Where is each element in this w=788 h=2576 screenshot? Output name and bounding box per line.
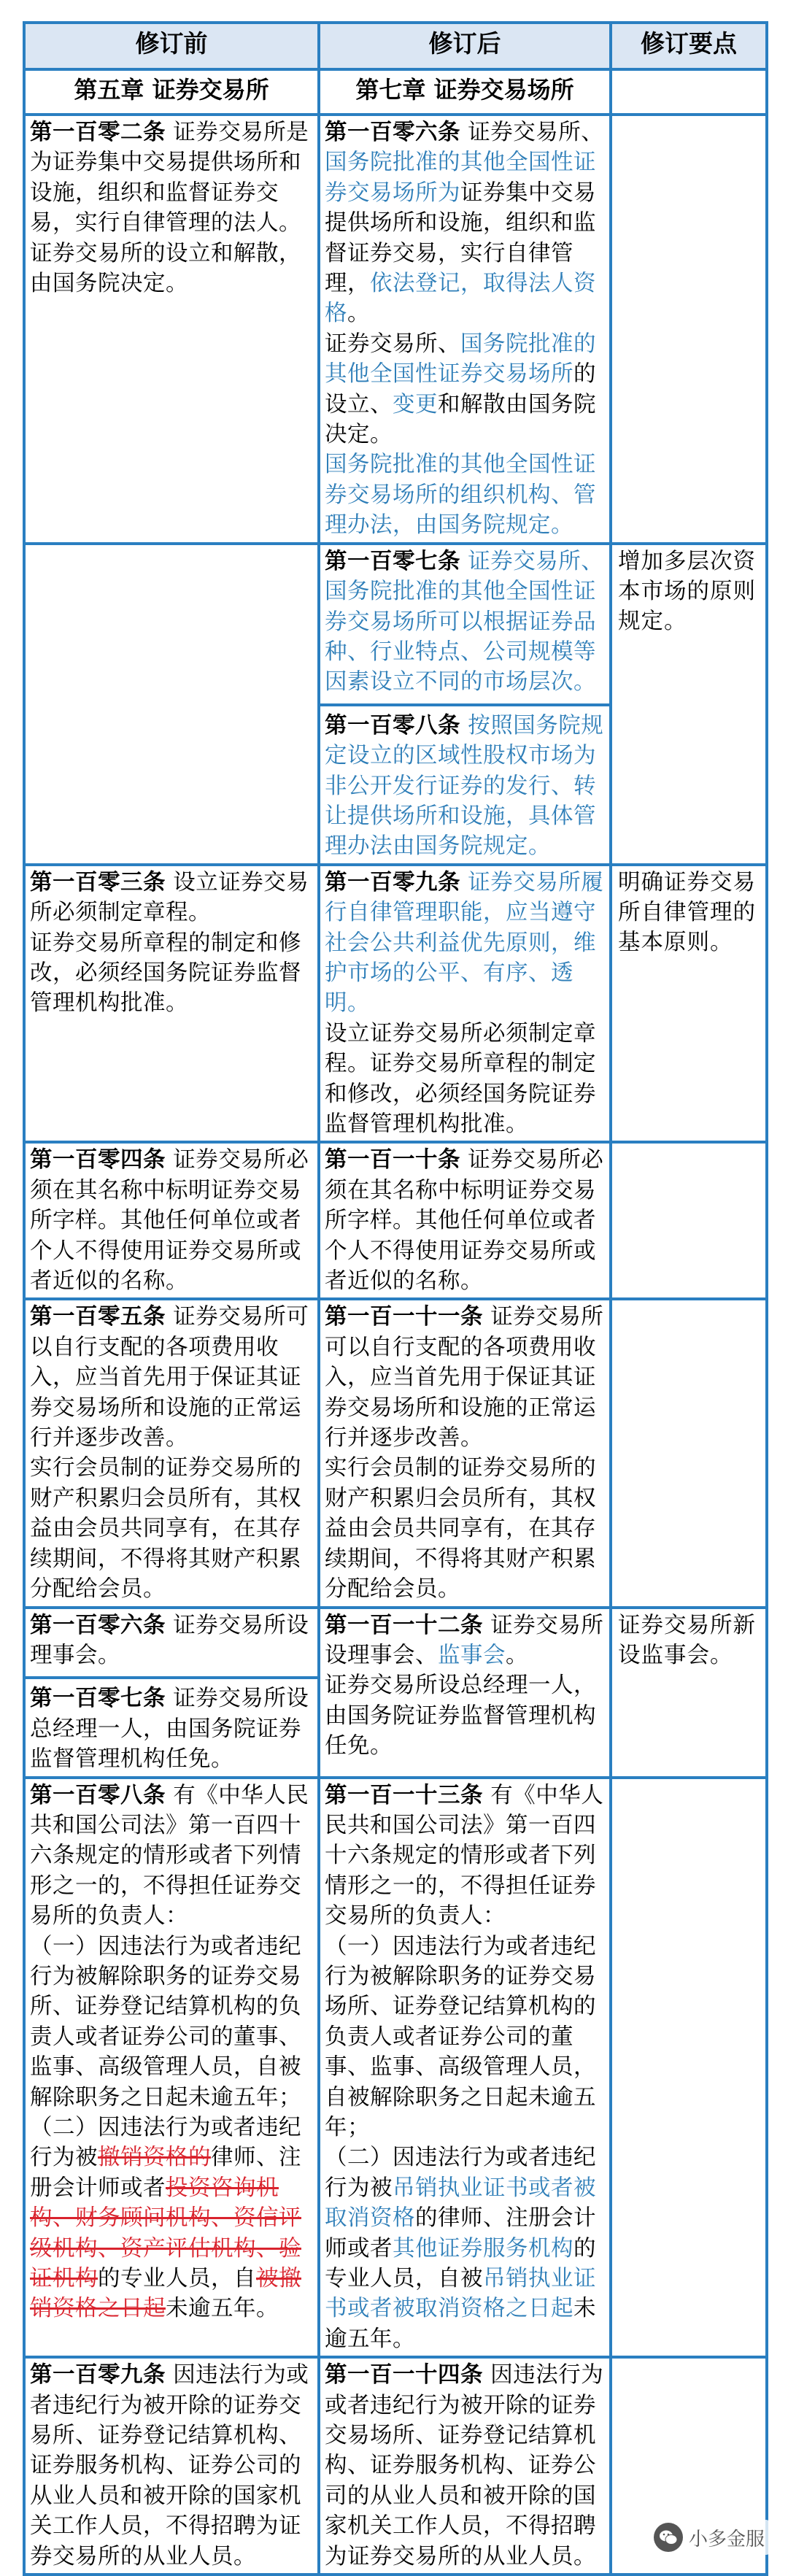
article-number: 第一百一十二条 <box>325 1612 483 1638</box>
paragraph <box>30 117 313 239</box>
text-segment: 设立证券交易所必须制定章程。 <box>30 869 309 926</box>
article-number: 第一百零六条 <box>30 1612 166 1638</box>
added-text: 变更 <box>393 391 438 417</box>
table-row <box>24 1778 767 2358</box>
deleted-text: 投资咨询机构、财务顾问机构、资信评级机构、资产评估机构、验证机构 <box>30 2175 301 2292</box>
text-segment: 律师、注册会计师或者 <box>30 2145 301 2201</box>
deleted-text: 撤销资格的 <box>98 2145 211 2171</box>
added-text: 按照国务院规定设立的区域性股权市场为非公开发行证券的发行、转让提供场所和设施，具体管理办法由国务院规定。 <box>325 712 604 860</box>
text-segment: 证券交易所设理事会、 <box>325 1612 604 1668</box>
paragraph <box>325 547 605 698</box>
article-number: 第一百零八条 <box>30 1782 166 1808</box>
paragraph <box>30 928 313 1019</box>
paragraph <box>30 1684 313 1774</box>
text-segment: （一）因违法行为或者违纪行为被解除职务的证券交易场所、证券登记结算机构的负责人或者证券公司的董事、监事、高级管理人员，自被解除职务之日起未逾五年； <box>325 1933 596 2140</box>
cell-note <box>611 1778 767 2358</box>
table-row <box>24 115 767 544</box>
watermark <box>648 2520 770 2555</box>
article-number: 第一百一十条 <box>325 1147 460 1173</box>
article-number: 第一百一十四条 <box>325 2362 483 2388</box>
cell-before <box>24 1142 319 1299</box>
text-segment: 和解散由国务院决定。 <box>325 391 596 448</box>
text-segment: 证券交易所的设立和解散，由国务院决定。 <box>30 240 301 297</box>
text-segment: 有《中华人民共和国公司法》第一百四十六条规定的情形或者下列情形之一的，不得担任证券交易所的负责人： <box>30 1782 309 1929</box>
cell-before <box>24 544 319 865</box>
text-segment: （二）因违法行为或者违纪行为被 <box>325 2145 596 2201</box>
added-text: 监事会 <box>438 1642 506 1668</box>
text-segment: 证券交易所是为证券集中交易提供场所和设施，组织和监督证券交易，实行自律管理的法人。 <box>30 120 309 236</box>
article-108 <box>325 711 605 862</box>
added-text: 国务院批准的其他全国性证券交易场所 <box>325 331 596 387</box>
text-segment: 因违法行为或者违纪行为被开除的证券交易所、证券登记结算机构、证券服务机构、证券公司的从业人员和被开除的国家机关工作人员，不得招聘为证券交易所的从业人员。 <box>30 2362 309 2569</box>
article-107 <box>325 547 605 698</box>
article-number: 第一百零九条 <box>325 869 460 895</box>
cell-before <box>24 115 319 544</box>
comparison-table <box>23 21 768 2576</box>
text-segment: 的专业人员，自 <box>98 2266 256 2292</box>
text-segment: 证券交易所必须在其名称中标明证券交易所字样。其他任何单位或者个人不得使用证券交易所或者近似的名称。 <box>325 1147 604 1295</box>
text-segment: 的设立、 <box>325 361 596 417</box>
cell-note: 明确证券交易所自律管理的基本原则。 <box>611 865 767 1143</box>
text-segment: （一）因违法行为或者违纪行为被解除职务的证券交易所、证券登记结算机构的负责人或者证券公司的董事、监事、高级管理人员，自被解除职务之日起未逾五年； <box>30 1933 301 2110</box>
paragraph <box>325 1302 605 1453</box>
text-segment: 证券交易所、 <box>325 331 460 357</box>
chapter-row <box>24 69 767 115</box>
paragraph <box>30 1611 313 1671</box>
cell-after <box>319 1778 611 2358</box>
added-text: 证券交易所、国务院批准的其他全国性证券交易场所可以根据证券品种、行业特点、公司规模等因素设立不同的市场层次。 <box>325 548 604 695</box>
article-number: 第一百零九条 <box>30 2362 166 2388</box>
paragraph <box>325 1932 605 2143</box>
cell-after <box>319 1142 611 1299</box>
header-notes: 修订要点 <box>611 23 767 69</box>
article-number: 第一百一十一条 <box>325 1304 483 1330</box>
header-after: 修订后 <box>319 23 611 69</box>
text-segment: 证券交易所可以自行支配的各项费用收入，应当首先用于保证其证券交易场所和设施的正常运行并逐步改善。 <box>325 1304 604 1451</box>
cell-before <box>24 2357 319 2575</box>
added-text: 其他证券服务机构 <box>393 2235 573 2261</box>
paragraph <box>30 1781 313 1932</box>
paragraph <box>30 239 313 299</box>
text-segment: 实行会员制的证券交易所的财产积累归会员所有，其权益由会员共同享有，在其存续期间，不得将其财产积累分配给会员。 <box>30 1455 301 1603</box>
paragraph <box>325 117 605 329</box>
paragraph <box>30 2360 313 2572</box>
text-segment: 因违法行为或者违纪行为被开除的证券交易场所、证券登记结算机构、证券服务机构、证券公司的从业人员和被开除的国家机关工作人员，不得招聘为证券交易所的从业人员。 <box>325 2362 604 2569</box>
paragraph <box>325 2360 605 2572</box>
article-number: 第一百零七条 <box>30 1686 166 1712</box>
text-segment: 未逾五年。 <box>166 2296 279 2322</box>
chapter-before: 第五章 证券交易所 <box>24 69 319 115</box>
inner-divider <box>26 1676 317 1679</box>
paragraph <box>325 1145 605 1296</box>
cell-after <box>319 1608 611 1778</box>
cell-note <box>611 115 767 544</box>
cell-note: 增加多层次资本市场的原则规定。 <box>611 544 767 865</box>
paragraph <box>30 1453 313 1604</box>
header-before: 修订前 <box>24 23 319 69</box>
chapter-notes <box>611 69 767 115</box>
cell-after <box>319 865 611 1143</box>
article-number: 第一百零二条 <box>30 120 166 145</box>
paragraph <box>325 450 605 540</box>
cell-before <box>24 1778 319 2358</box>
header-row <box>24 23 767 69</box>
paragraph <box>30 1932 313 2113</box>
article-106-old <box>30 1611 313 1671</box>
comparison-table-wrapper <box>23 21 765 2568</box>
inner-divider <box>320 703 609 706</box>
article-number: 第一百零四条 <box>30 1147 166 1173</box>
article-number: 第一百零七条 <box>325 548 460 574</box>
paragraph <box>325 2143 605 2354</box>
text-segment: 证券交易所章程的制定和修改，必须经国务院证券监督管理机构批准。 <box>30 930 301 1017</box>
added-text: 国务院批准的其他全国性证券交易场所为 <box>325 150 596 206</box>
cell-note: 证券交易所新设监事会。 <box>611 1608 767 1778</box>
text-segment: 实行会员制的证券交易所的财产积累归会员所有，其权益由会员共同享有，在其存续期间，不得将其财产积累分配给会员。 <box>325 1455 596 1603</box>
wechat-icon <box>654 2523 683 2552</box>
cell-after <box>319 2357 611 2575</box>
text-segment: 证券交易所设总经理一人，由国务院证券监督管理机构任免。 <box>325 1673 596 1759</box>
article-number: 第一百零三条 <box>30 869 166 895</box>
paragraph <box>325 1611 605 1671</box>
table-row <box>24 865 767 1143</box>
paragraph <box>325 1019 605 1140</box>
table-row <box>24 544 767 865</box>
text-segment: 证券交易所设理事会。 <box>30 1612 309 1668</box>
article-number: 第一百零五条 <box>30 1304 166 1330</box>
cell-note <box>611 1299 767 1607</box>
text-segment: 的律师、注册会计师或者 <box>325 2205 596 2261</box>
paragraph <box>325 868 605 1019</box>
added-text: 吊销执业证书或者被取消资格 <box>325 2175 596 2232</box>
table-row <box>24 1299 767 1607</box>
added-text: 依法登记，取得法人资格 <box>325 271 596 327</box>
paragraph <box>30 2113 313 2324</box>
text-segment: 。 <box>347 301 370 327</box>
paragraph <box>325 329 605 450</box>
article-107-old <box>30 1684 313 1774</box>
paragraph <box>325 711 605 862</box>
text-segment: 有《中华人民共和国公司法》第一百四十六条规定的情形或者下列情形之一的，不得担任证券交易所的负责人： <box>325 1782 604 1929</box>
chapter-after: 第七章 证券交易场所 <box>319 69 611 115</box>
paragraph <box>325 1453 605 1604</box>
text-segment: 证券交易所、 <box>460 120 604 145</box>
text-segment: （二）因违法行为或者违纪行为被 <box>30 2115 301 2171</box>
paragraph <box>325 1670 605 1761</box>
watermark-text: 小多金服 <box>688 2528 765 2550</box>
text-segment: 设立证券交易所必须制定章程。证券交易所章程的制定和修改，必须经国务院证券监督管理机构批准。 <box>325 1020 596 1137</box>
cell-before <box>24 865 319 1143</box>
added-text: 证券交易所履行自律管理职能，应当遵守社会公共利益优先原则，维护市场的公平、有序、透明。 <box>325 869 604 1017</box>
text-segment: 证券集中交易提供场所和设施，组织和监督证券交易，实行自律管理， <box>325 180 596 297</box>
deleted-text: 被撤销资格之日起 <box>30 2266 301 2322</box>
article-number: 第一百一十三条 <box>325 1782 483 1808</box>
article-number: 第一百零六条 <box>325 120 460 145</box>
paragraph <box>30 868 313 928</box>
text-segment: 证券交易所必须在其名称中标明证券交易所字样。其他任何单位或者个人不得使用证券交易所或者近似的名称。 <box>30 1147 309 1295</box>
paragraph <box>325 1781 605 1932</box>
text-segment: 未逾五年。 <box>325 2296 596 2352</box>
cell-after <box>319 1299 611 1607</box>
text-segment: 证券交易所设总经理一人，由国务院证券监督管理机构任免。 <box>30 1686 309 1773</box>
article-number: 第一百零八条 <box>325 712 460 739</box>
paragraph <box>30 1145 313 1296</box>
text-segment: 。 <box>506 1642 528 1668</box>
table-row <box>24 1142 767 1299</box>
cell-note <box>611 1142 767 1299</box>
cell-before <box>24 1608 319 1778</box>
text-segment: 的专业人员，自被 <box>325 2235 596 2292</box>
text-segment: 证券交易所可以自行支配的各项费用收入，应当首先用于保证其证券交易场所和设施的正常运行并逐步改善。 <box>30 1304 309 1451</box>
paragraph <box>30 1302 313 1453</box>
added-text: 吊销执业证书或者被取消资格之日起 <box>325 2266 596 2322</box>
cell-after <box>319 544 611 865</box>
cell-after <box>319 115 611 544</box>
added-text: 国务院批准的其他全国性证券交易场所的组织机构、管理办法，由国务院规定。 <box>325 452 596 539</box>
cell-before <box>24 1299 319 1607</box>
table-row <box>24 1608 767 1778</box>
